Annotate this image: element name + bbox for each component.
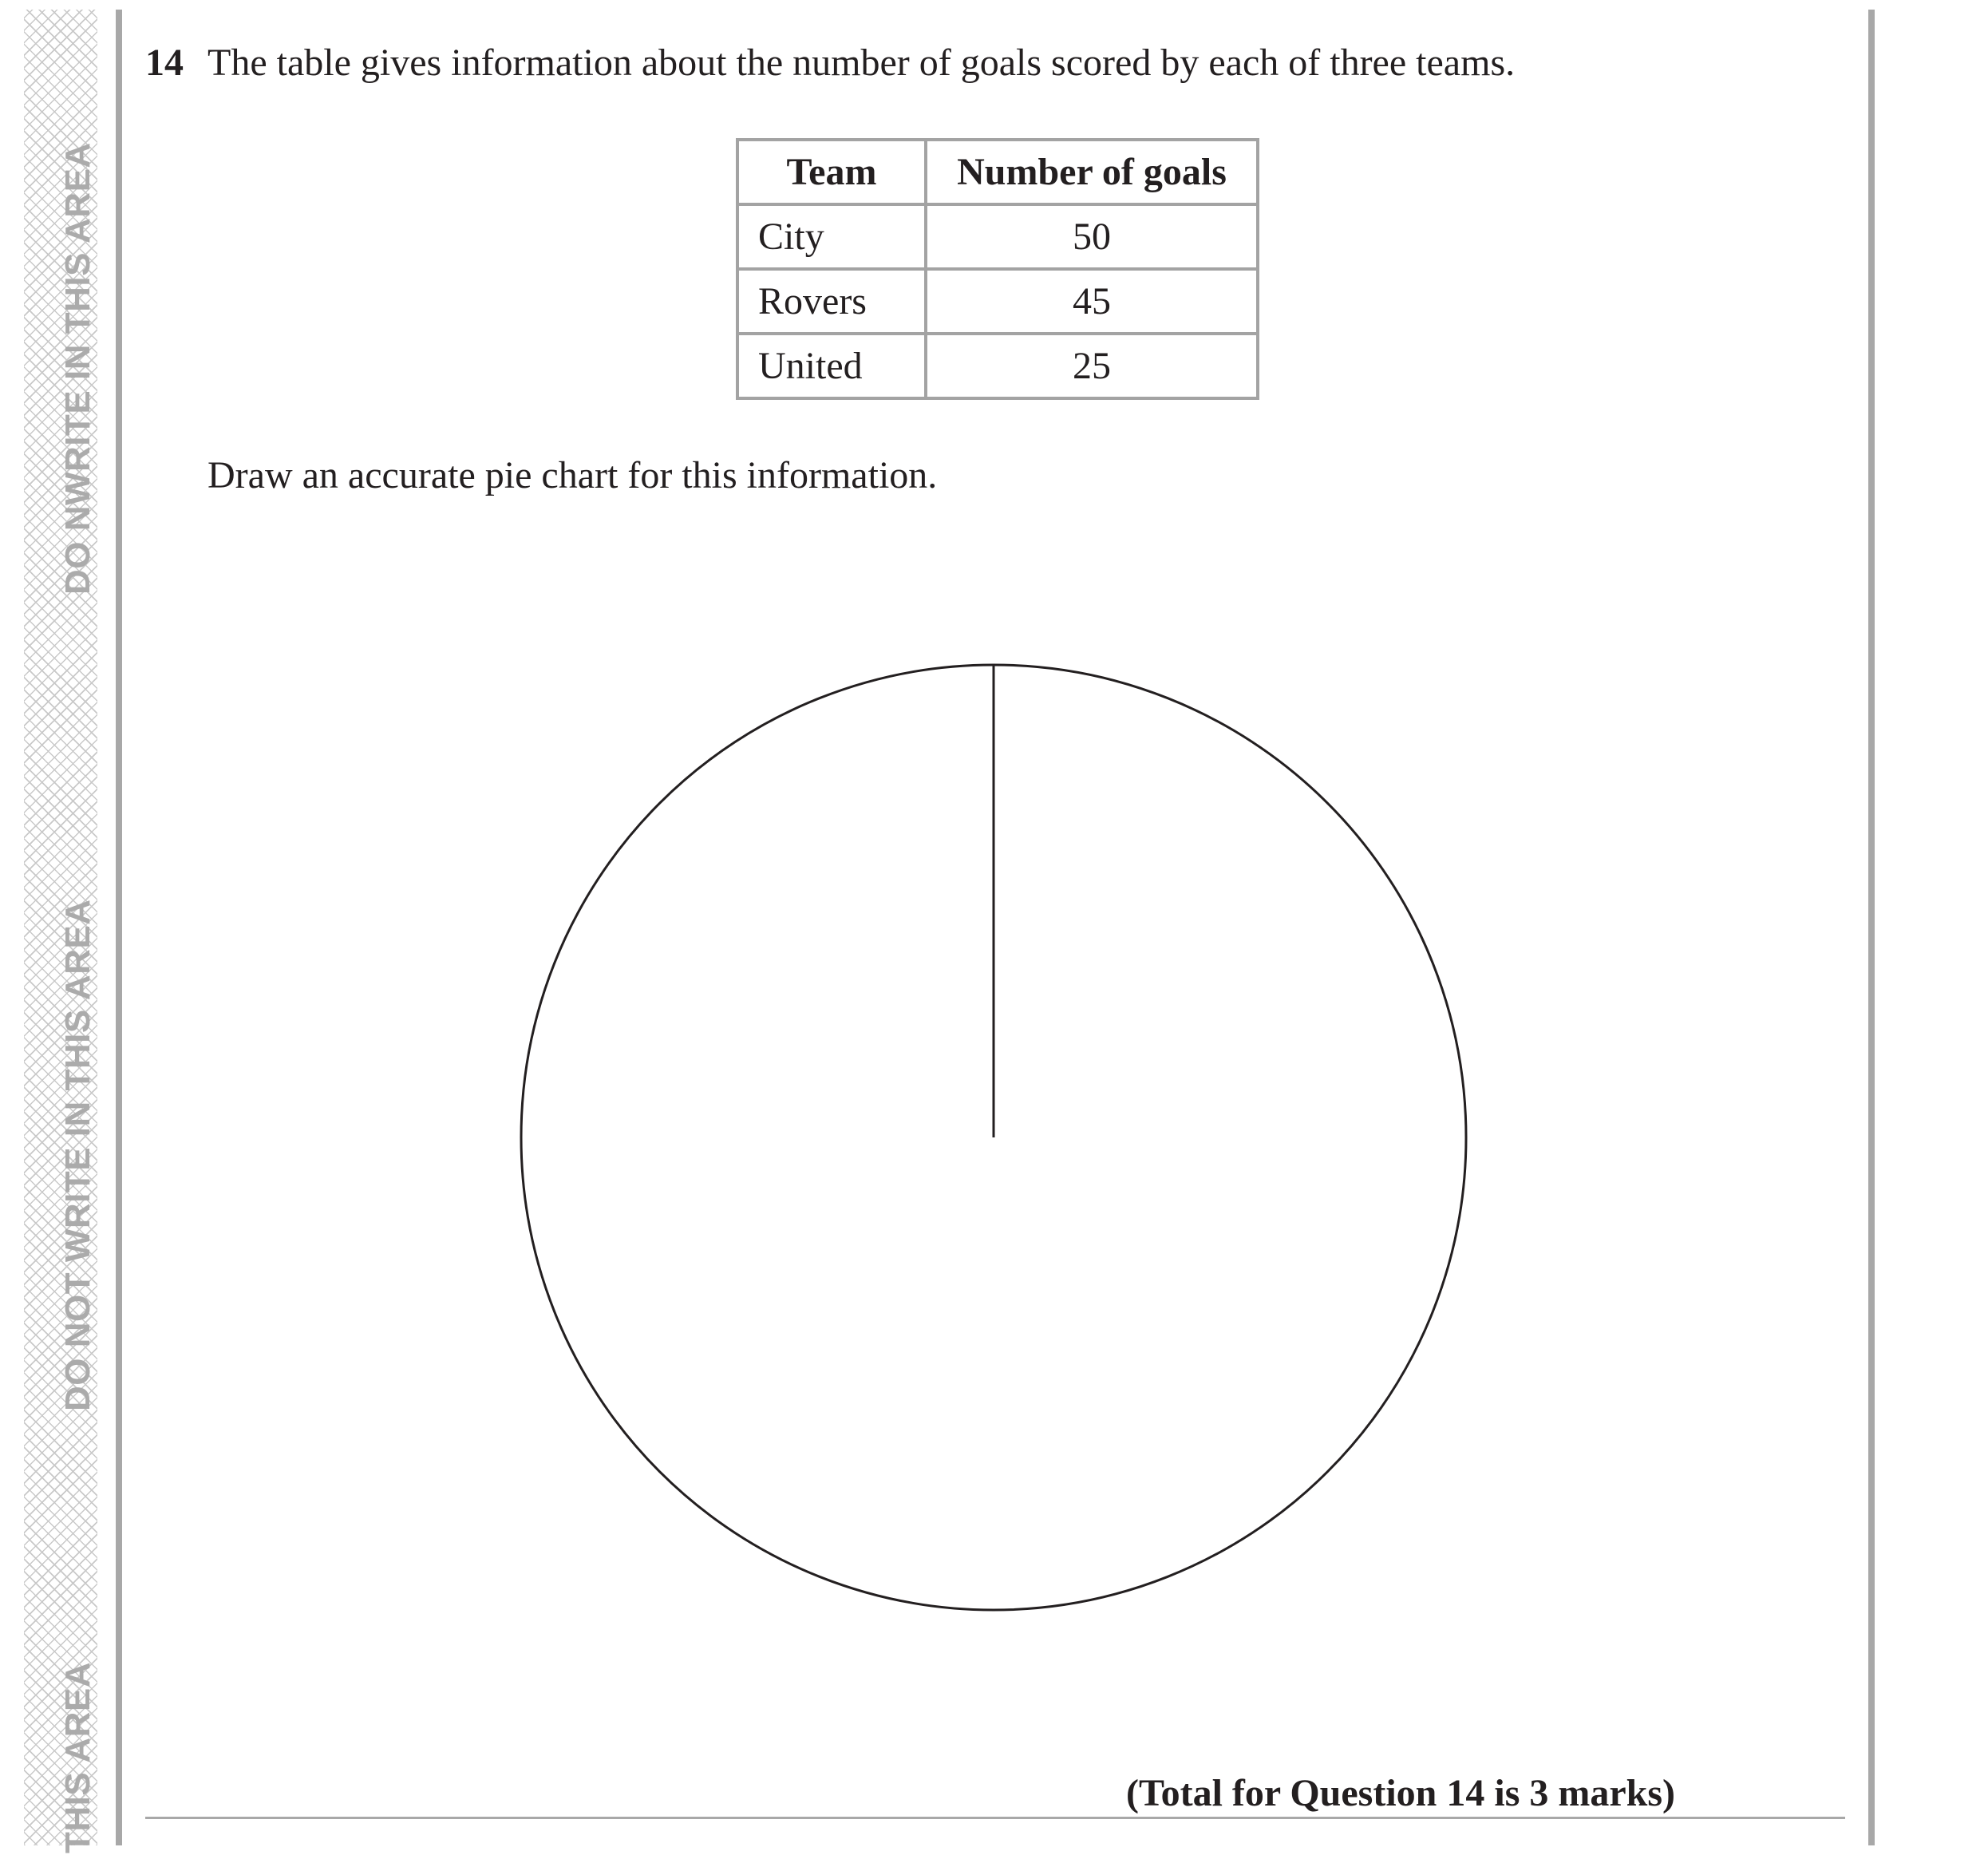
table-header-team: Team — [737, 140, 926, 204]
table-header-goals: Number of goals — [926, 140, 1258, 204]
table-row — [737, 334, 1258, 398]
margin-warning-bottom: THIS AREA — [58, 1662, 97, 1853]
margin-warning-top: DO NWRITE IN THIS AREA — [58, 142, 97, 595]
question-number: 14 — [145, 42, 184, 84]
table-header-row — [737, 140, 1258, 204]
table-row — [737, 269, 1258, 334]
margin-warning-middle: DO NOT WRITE IN THIS AREA — [58, 899, 97, 1411]
goals-cell: 25 — [926, 334, 1258, 398]
right-border-rule — [1868, 10, 1875, 1845]
team-cell: City — [737, 204, 926, 269]
goals-cell: 45 — [926, 269, 1258, 334]
question-text: The table gives information about the number of goals scored by each of three teams. — [207, 42, 1516, 84]
bottom-answer-rule — [145, 1817, 1845, 1819]
team-cell: Rovers — [737, 269, 926, 334]
instruction-text: Draw an accurate pie chart for this information. — [207, 454, 938, 496]
goals-table — [736, 138, 1259, 400]
table-row — [737, 204, 1258, 269]
question-total-marks: (Total for Question 14 is 3 marks) — [1126, 1772, 1676, 1814]
team-cell: United — [737, 334, 926, 398]
left-border-rule — [116, 10, 122, 1845]
goals-cell: 50 — [926, 204, 1258, 269]
pie-chart-circle — [511, 655, 1476, 1620]
